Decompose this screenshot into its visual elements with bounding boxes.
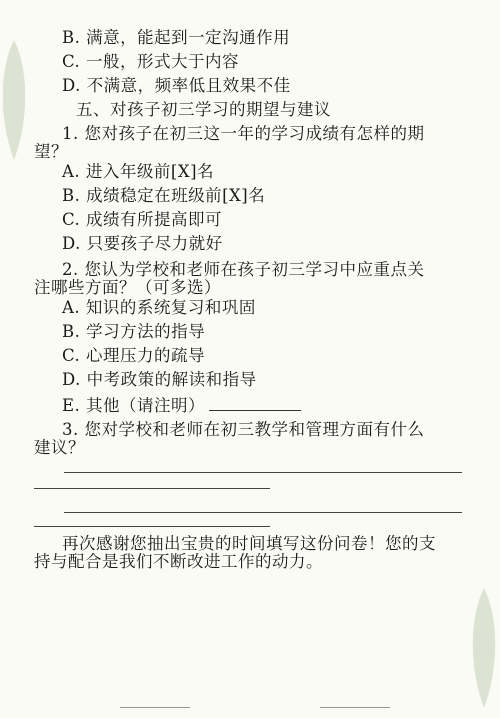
other-blank-line[interactable]	[209, 394, 301, 411]
q2-option-b: B. 学习方法的指导	[62, 322, 206, 341]
answer-line[interactable]	[64, 472, 462, 473]
thanks-line-2: 持与配合是我们不断改进工作的动力。	[34, 552, 323, 571]
q1-option-c: C. 成绩有所提高即可	[62, 210, 223, 229]
q2-option-e-label: E. 其他（请注明）	[62, 396, 206, 415]
q2-option-c: C. 心理压力的疏导	[62, 346, 206, 365]
question-1-line-1: 1. 您对孩子在初三这一年的学习成绩有怎样的期	[62, 124, 425, 143]
q2-option-e	[62, 394, 500, 418]
footer-divider	[320, 707, 390, 716]
q1-option-b: B. 成绩稳定在班级前[X]名	[62, 186, 266, 205]
q1-option-a: A. 进入年级前[X]名	[62, 162, 215, 181]
option-c-line: C. 一般，形式大于内容	[62, 52, 240, 71]
question-1-line-2: 望？	[34, 142, 68, 161]
footer-divider	[120, 707, 190, 716]
answer-line[interactable]	[34, 526, 270, 527]
question-2-line-2: 注哪些方面？（可多选）	[34, 278, 221, 297]
leaf-decoration-icon	[464, 588, 500, 708]
question-3-line-2: 建议？	[34, 438, 85, 457]
option-b-line: B. 满意，能起到一定沟通作用	[62, 28, 291, 47]
q2-option-a: A. 知识的系统复习和巩固	[62, 298, 256, 317]
question-2-line-1: 2. 您认为学校和老师在孩子初三学习中应重点关	[62, 260, 425, 279]
q1-option-d: D. 只要孩子尽力就好	[62, 234, 223, 253]
option-d-line: D. 不满意，频率低且效果不佳	[62, 76, 291, 95]
answer-line[interactable]	[34, 488, 270, 489]
question-3-line-1: 3. 您对学校和老师在初三教学和管理方面有什么	[62, 420, 425, 439]
thanks-line-1: 再次感谢您抽出宝贵的时间填写这份问卷！您的支	[62, 534, 436, 553]
q2-option-d: D. 中考政策的解读和指导	[62, 370, 257, 389]
leaf-decoration-icon	[0, 40, 34, 160]
answer-line[interactable]	[64, 512, 462, 513]
section-heading: 五、对孩子初三学习的期望与建议	[76, 100, 331, 119]
